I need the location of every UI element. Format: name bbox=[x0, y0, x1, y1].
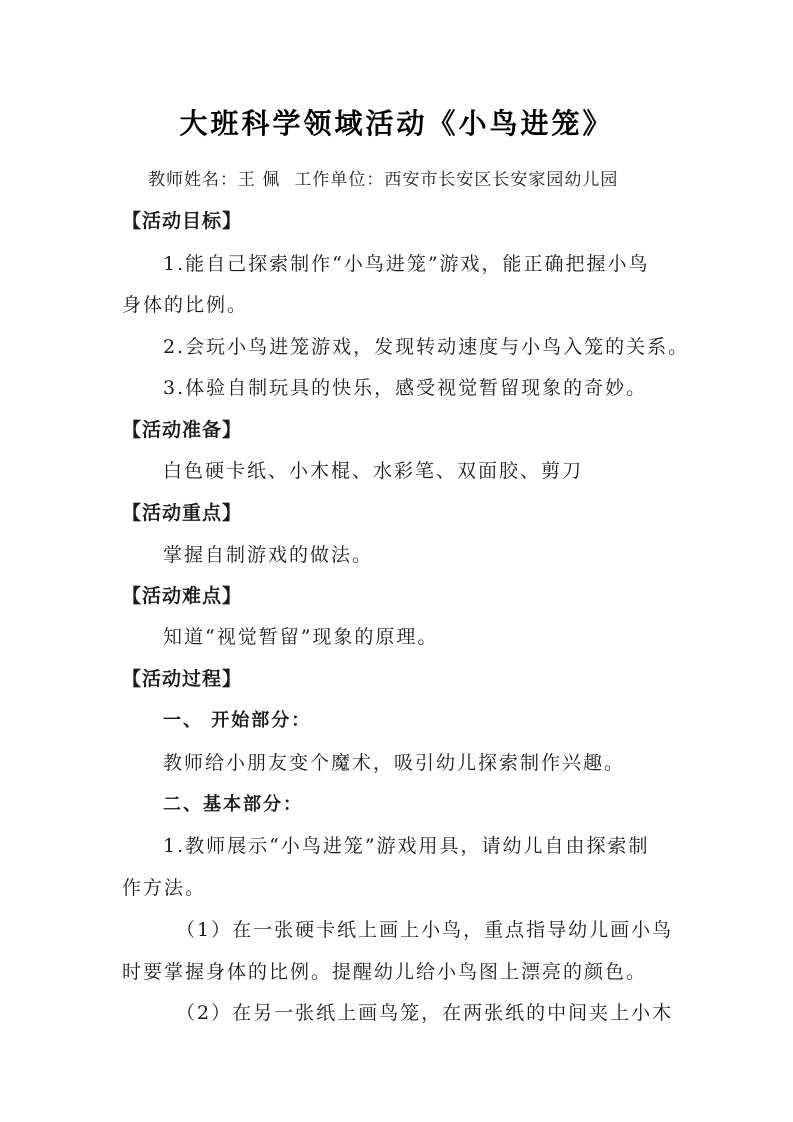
section-heading-process: 【活动过程】 bbox=[122, 668, 243, 690]
section-heading-key-point: 【活动重点】 bbox=[122, 502, 243, 524]
process-sub-1-line-2: 时要掌握身体的比例。提醒幼儿给小鸟图上漂亮的颜色。 bbox=[122, 961, 648, 983]
document-title: 大班科学领域活动《小鸟进笼》 bbox=[179, 107, 614, 140]
byline bbox=[148, 167, 618, 193]
preparation-text: 白色硬卡纸、小木棍、水彩笔、双面胶、剪刀 bbox=[163, 460, 584, 482]
key-point-text: 掌握自制游戏的做法。 bbox=[163, 544, 374, 566]
goal-3: 3.体验自制玩具的快乐，感受视觉暂留现象的奇妙。 bbox=[163, 377, 648, 399]
process-sub-1-line-1: （1）在一张硬卡纸上画上小鸟，重点指导幼儿画小鸟 bbox=[176, 919, 674, 941]
goal-1-line-1: 1.能自己探索制作“小鸟进笼”游戏，能正确把握小鸟 bbox=[163, 253, 650, 275]
teacher-name: 教师姓名：王 佩 bbox=[148, 170, 281, 190]
difficulty-text: 知道“视觉暂留”现象的原理。 bbox=[163, 626, 439, 648]
work-unit: 工作单位：西安市长安区长安家园幼儿园 bbox=[294, 170, 619, 190]
section-heading-goals: 【活动目标】 bbox=[122, 210, 243, 232]
goal-2: 2.会玩小鸟进笼游戏，发现转动速度与小鸟入笼的关系。 bbox=[163, 336, 690, 358]
process-step-1-line-2: 作方法。 bbox=[122, 877, 207, 899]
process-step-1-line-1: 1.教师展示“小鸟进笼”游戏用具，请幼儿自由探索制 bbox=[163, 835, 650, 857]
process-part-1-text: 教师给小朋友变个魔术，吸引幼儿探索制作兴趣。 bbox=[163, 752, 626, 774]
section-heading-difficulty: 【活动难点】 bbox=[122, 585, 243, 607]
goal-1-line-2: 身体的比例。 bbox=[122, 294, 249, 316]
process-sub-2-line-1: （2）在另一张纸上画鸟笼，在两张纸的中间夹上小木 bbox=[176, 1002, 674, 1024]
process-part-2-heading: 二、基本部分： bbox=[163, 794, 303, 815]
section-heading-preparation: 【活动准备】 bbox=[122, 419, 243, 441]
process-part-1-heading: 一、 开始部分： bbox=[163, 710, 312, 731]
